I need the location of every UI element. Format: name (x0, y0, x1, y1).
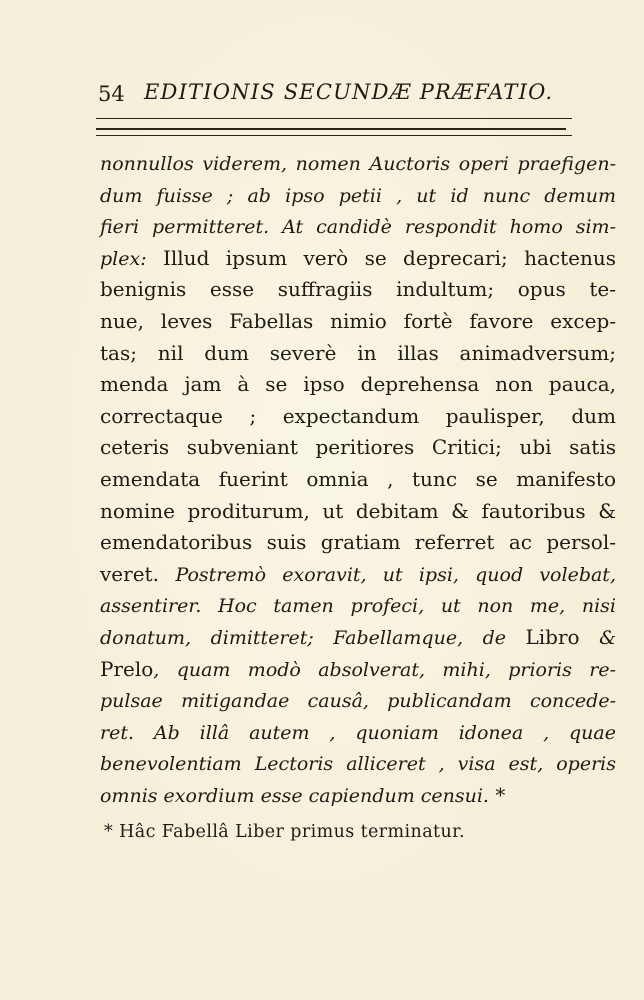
text-line (100, 559, 616, 591)
italic-text-run: dum fuisse ; ab ipso petii , ut id nunc demum (100, 184, 616, 207)
text-line (100, 654, 616, 686)
text-line (100, 180, 616, 212)
text-line (100, 590, 616, 622)
page-number: 54 (98, 82, 125, 106)
italic-text-run: nonnullos viderem, nomen Auctoris operi praefigen- (100, 153, 616, 175)
italic-text-run: Postremò exoravit, ut ipsi, quod volebat, (175, 563, 616, 586)
text-line (100, 338, 616, 370)
text-line (100, 401, 616, 433)
italic-text-run: , quam modò absolverat, mihi, prioris re- (153, 658, 616, 681)
italic-text-run: pulsae mitigandae causâ, publicandam concede- (100, 690, 616, 713)
text-line (100, 464, 616, 496)
text-line (100, 527, 616, 559)
text-line (100, 243, 616, 275)
text-line (100, 432, 616, 464)
roman-text-run: menda jam à se ipso deprehensa non pauca, (100, 372, 616, 397)
italic-text-run: donatum, dimitteret; Fabellamque, de (100, 626, 526, 649)
header-rule-thin-top (96, 118, 572, 119)
italic-text-run: ret. Ab illâ autem , quoniam idonea , quae (100, 721, 616, 744)
roman-text-run: Illud ipsum verò se deprecari; hactenus (146, 245, 616, 270)
italic-text-run: assentirer. Hoc tamen profeci, ut non me, nisi (100, 595, 616, 618)
footnote: * Hâc Fabellâ Liber primus terminatur. (104, 822, 465, 842)
text-line (100, 685, 616, 717)
roman-text-run: emendatoribus suis gratiam referret ac persol- (100, 530, 616, 555)
roman-text-run: nue, leves Fabellas nimio fortè favore excep- (100, 308, 616, 333)
roman-text-run: emendata fuerint omnia , tunc se manifesto (100, 466, 616, 491)
preface-body-text (100, 148, 616, 811)
header-rule-thin-bottom (96, 135, 572, 136)
roman-text-run: nomine proditurum, ut debitam & fautoribus & (100, 498, 616, 523)
roman-text-run: correctaque ; expectandum paulisper, dum (100, 403, 616, 428)
roman-text-run: ceteris subveniant peritiores Critici; ubi satis (100, 435, 616, 460)
italic-text-run: benevolentiam Lectoris alliceret , visa est, operis (100, 753, 616, 776)
header-rule-thick (96, 128, 566, 130)
roman-text-run: Prelo (100, 656, 154, 681)
text-line (100, 274, 616, 306)
roman-text-run: * (488, 782, 506, 807)
roman-text-run: benignis esse suffragiis indultum; opus te- (100, 277, 616, 302)
italic-text-run: fieri permitteret. At candidè respondit homo sim- (100, 216, 616, 239)
roman-text-run: tas; nil dum severè in illas animadversum; (100, 340, 616, 365)
text-line (100, 780, 616, 812)
page-header (96, 76, 576, 110)
text-line (100, 369, 616, 401)
italic-text-run: plex: (100, 247, 147, 270)
text-line (100, 622, 616, 654)
roman-text-run: Libro (525, 624, 580, 649)
text-line (100, 748, 616, 780)
text-line (100, 496, 616, 528)
text-line (100, 717, 616, 749)
text-line (100, 306, 616, 338)
roman-text-run: veret. (100, 561, 176, 586)
text-line (100, 211, 616, 243)
italic-text-run: & (579, 626, 616, 649)
text-line (100, 148, 616, 180)
running-title: EDITIONIS SECUNDÆ PRÆFATIO. (144, 80, 554, 104)
italic-text-run: omnis exordium esse capiendum censui. (100, 784, 489, 807)
